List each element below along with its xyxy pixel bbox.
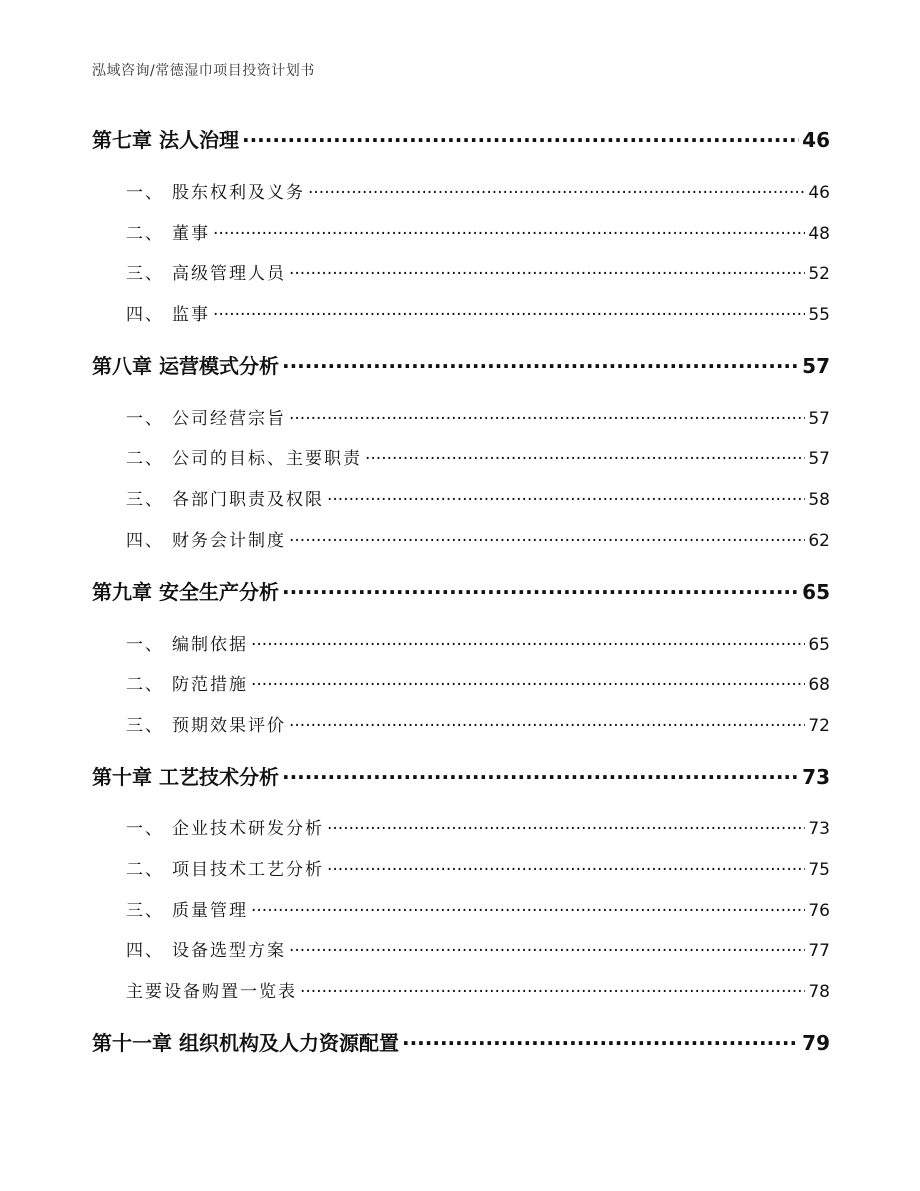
section-number: 二、: [126, 675, 164, 695]
dot-leader: [289, 527, 805, 546]
toc-section[interactable]: [126, 219, 830, 244]
page-number: 72: [808, 716, 830, 736]
section-number: 一、: [126, 635, 164, 655]
toc-section[interactable]: [126, 526, 830, 551]
page-number: 65: [808, 635, 830, 655]
chapter-title: 第九章 安全生产分析: [92, 580, 279, 604]
page-number: 77: [808, 941, 830, 961]
page-number: 76: [808, 901, 830, 921]
page-number: 62: [808, 531, 830, 551]
toc-chapter-8[interactable]: [92, 350, 830, 379]
page-number: 48: [808, 224, 830, 244]
dot-leader: [251, 897, 805, 916]
page-number: 73: [802, 765, 830, 789]
page-number: 55: [808, 305, 830, 325]
toc-chapter-10[interactable]: [92, 761, 830, 790]
dot-leader: [251, 631, 805, 650]
section-title: 企业技术研发分析: [172, 819, 324, 839]
section-title: 编制依据: [172, 635, 248, 655]
section-number: 三、: [126, 264, 164, 284]
section-number: 一、: [126, 409, 164, 429]
section-title: 各部门职责及权限: [172, 490, 324, 510]
page-number: 79: [802, 1031, 830, 1055]
page-number: 78: [808, 982, 830, 1002]
dot-leader: [213, 301, 805, 320]
section-number: 四、: [126, 305, 164, 325]
section-number: 三、: [126, 901, 164, 921]
toc-section[interactable]: [126, 444, 830, 469]
section-number: 二、: [126, 860, 164, 880]
page-header: 泓域咨询/常德湿巾项目投资计划书: [92, 63, 315, 79]
section-title: 质量管理: [172, 901, 248, 921]
dot-leader: [289, 712, 805, 731]
page-number: 52: [808, 264, 830, 284]
chapter-title: 第七章 法人治理: [92, 128, 239, 152]
page-number: 46: [808, 183, 830, 203]
dot-leader: [289, 260, 805, 279]
section-number: 三、: [126, 716, 164, 736]
dot-leader: [308, 179, 805, 198]
section-title: 设备选型方案: [172, 941, 286, 961]
dot-leader: [365, 445, 805, 464]
toc-section[interactable]: [126, 814, 830, 839]
section-title: 股东权利及义务: [172, 183, 305, 203]
dot-leader: [282, 577, 799, 599]
dot-leader: [289, 937, 805, 956]
chapter-title: 第十章 工艺技术分析: [92, 765, 279, 789]
toc-chapter-7[interactable]: [92, 124, 830, 153]
dot-leader: [327, 486, 805, 505]
dot-leader: [282, 351, 799, 373]
dot-leader: [289, 405, 805, 424]
toc-section[interactable]: [126, 711, 830, 736]
dot-leader: [300, 978, 805, 997]
dot-leader: [402, 1028, 799, 1050]
section-number: 一、: [126, 183, 164, 203]
section-number: 一、: [126, 819, 164, 839]
section-title: 公司经营宗旨: [172, 409, 286, 429]
section-title: 预期效果评价: [172, 716, 286, 736]
page-number: 58: [808, 490, 830, 510]
section-number: 二、: [126, 449, 164, 469]
page-number: 57: [808, 449, 830, 469]
toc-section[interactable]: [126, 259, 830, 284]
dot-leader: [327, 856, 805, 875]
section-title: 项目技术工艺分析: [172, 860, 324, 880]
dot-leader: [282, 762, 799, 784]
toc-subsection[interactable]: [126, 977, 830, 1002]
section-number: 三、: [126, 490, 164, 510]
dot-leader: [242, 125, 799, 147]
chapter-title: 第八章 运营模式分析: [92, 354, 279, 378]
subsection-title: 主要设备购置一览表: [126, 982, 297, 1002]
toc-section[interactable]: [126, 630, 830, 655]
section-title: 公司的目标、主要职责: [172, 449, 362, 469]
section-number: 二、: [126, 224, 164, 244]
page-number: 73: [808, 819, 830, 839]
section-title: 董事: [172, 224, 210, 244]
page-number: 57: [808, 409, 830, 429]
page-number: 68: [808, 675, 830, 695]
section-number: 四、: [126, 531, 164, 551]
toc-section[interactable]: [126, 300, 830, 325]
section-number: 四、: [126, 941, 164, 961]
dot-leader: [213, 220, 805, 239]
section-title: 财务会计制度: [172, 531, 286, 551]
chapter-title: 第十一章 组织机构及人力资源配置: [92, 1031, 399, 1055]
dot-leader: [251, 671, 805, 690]
toc-section[interactable]: [126, 855, 830, 880]
toc-chapter-9[interactable]: [92, 576, 830, 605]
page-number: 65: [802, 580, 830, 604]
toc-section[interactable]: [126, 670, 830, 695]
toc-chapter-11[interactable]: [92, 1027, 830, 1056]
section-title: 高级管理人员: [172, 264, 286, 284]
toc-section[interactable]: [126, 404, 830, 429]
toc-section[interactable]: [126, 178, 830, 203]
toc-section[interactable]: [126, 485, 830, 510]
page-number: 57: [802, 354, 830, 378]
toc-section[interactable]: [126, 936, 830, 961]
section-title: 防范措施: [172, 675, 248, 695]
dot-leader: [327, 815, 805, 834]
page-number: 75: [808, 860, 830, 880]
page-number: 46: [802, 128, 830, 152]
toc-section[interactable]: [126, 896, 830, 921]
section-title: 监事: [172, 305, 210, 325]
